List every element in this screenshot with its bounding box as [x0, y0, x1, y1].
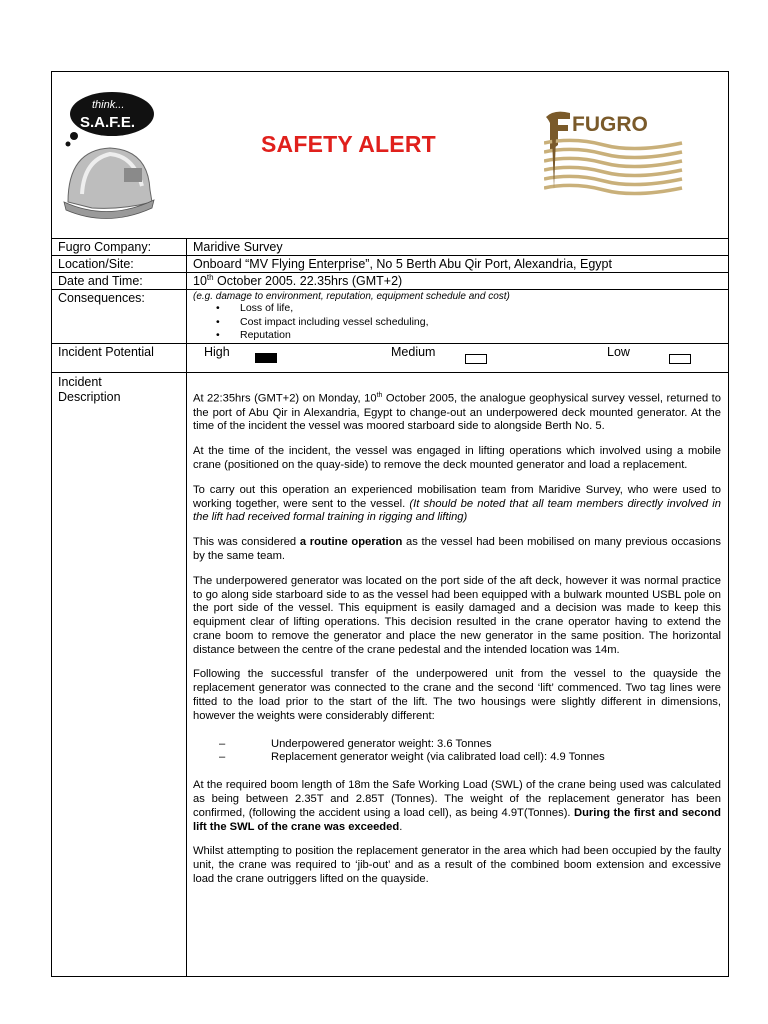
date-rest: October 2005. 22.35hrs (GMT+2) — [213, 274, 403, 289]
row-divider — [52, 289, 728, 290]
potential-medium-label: Medium — [391, 345, 436, 359]
potential-low-checkbox[interactable] — [669, 354, 691, 364]
potential-high-checkbox[interactable] — [255, 353, 277, 363]
location-label: Location/Site: — [58, 257, 134, 271]
paragraph-text: October 2005, the analogue geophysical survey vessel, returned to the port of Abu Qir in Alexandria, Egypt to change-out an underpowered deck mounted generator. At the time of the incident the vessel was moored starboard side to alongside Berth No. 5. — [193, 392, 721, 433]
think-safe-helmet-logo — [62, 90, 158, 230]
date-day: 10 — [193, 274, 207, 289]
fugro-logo — [544, 107, 684, 199]
date-suffix: th — [206, 273, 214, 282]
row-divider — [52, 238, 728, 239]
paragraph-text: This was considered — [193, 536, 300, 549]
date-value — [193, 273, 402, 288]
company-label: Fugro Company: — [58, 240, 152, 254]
emphasis-text: a routine operation — [299, 536, 403, 549]
row-divider — [52, 343, 728, 344]
consequences-note: (e.g. damage to environment, reputation, equipment schedule and cost) — [193, 291, 510, 302]
description-paragraph — [193, 484, 721, 525]
list-item: • Loss of life, — [208, 302, 429, 316]
paragraph-text: . — [399, 820, 403, 833]
row-divider — [52, 255, 728, 256]
description-paragraph: Following the successful transfer of the underpowered unit from the vessel to the quayside the replacement generator was connected to the crane and the second ‘lift’ commenced. Two tag lines were fitted to the load prior to the start of the lift. The two housings were slightly different in dimensions, however the weights were considerably different: — [193, 668, 721, 722]
paragraph-text: At the required boom length of 18m the Safe Working Load (SWL) of the crane being used was calculated as being between 2.35T and 2.85T (Tonnes). The weight of the replacement generator has been confirmed, (following the accident using a load cell), as being 4.9T(Tonnes). — [193, 779, 721, 819]
ordinal-suffix: th — [376, 392, 383, 399]
logo-think-text: think... — [92, 99, 125, 111]
description-paragraph — [193, 536, 721, 564]
paragraph-text: To carry out this operation an experienced mobilisation team from Maridive Survey, who were used to working together, were sent to the vessel. — [193, 483, 721, 510]
page-title: SAFETY ALERT — [261, 131, 436, 157]
consequences-label: Consequences: — [58, 291, 145, 305]
logo-safe-text: S.A.F.E. — [80, 114, 136, 131]
training-note: (It should be noted that all team members directly involved in the lift had received formal training in rigging and lifting) — [193, 497, 721, 524]
description-label-line2: Description — [58, 390, 121, 404]
potential-label: Incident Potential — [58, 345, 154, 359]
incident-description — [193, 389, 721, 898]
description-paragraph — [193, 779, 721, 834]
potential-medium-checkbox[interactable] — [465, 354, 487, 364]
list-item: – Replacement generator weight (via calibrated load cell): 4.9 Tonnes — [193, 751, 721, 765]
consequences-list — [208, 302, 429, 343]
description-label-line1: Incident — [58, 375, 102, 389]
date-label: Date and Time: — [58, 274, 143, 288]
description-label — [58, 375, 121, 405]
column-divider — [186, 238, 187, 976]
emphasis-text: During the first and second lift the SWL of the crane was exceeded — [193, 806, 721, 833]
description-paragraph: At the time of the incident, the vessel was engaged in lifting operations which involved using a mobile crane (positioned on the quay-side) to remove the deck mounted generator and load a replacement. — [193, 445, 721, 471]
potential-high-label: High — [204, 345, 230, 359]
description-paragraph: Whilst attempting to position the replacement generator in the area which had been occupied by the faulty unit, the crane was required to ‘jib-out’ and as a result of the combined boom extension and excessive load the crane outriggers lifted on the quayside. — [193, 845, 721, 886]
list-item: – Underpowered generator weight: 3.6 Tonnes — [193, 738, 721, 752]
company-value: Maridive Survey — [193, 240, 283, 254]
row-divider — [52, 372, 728, 373]
list-item: • Reputation — [208, 329, 429, 343]
description-paragraph — [193, 389, 721, 434]
location-value: Onboard “MV Flying Enterprise”, No 5 Berth Abu Qir Port, Alexandria, Egypt — [193, 257, 612, 271]
paragraph-text: At 22:35hrs (GMT+2) on Monday, 10 — [193, 392, 377, 405]
potential-low-label: Low — [607, 345, 630, 359]
weights-list — [193, 738, 721, 766]
fugro-brand-text: FUGRO — [572, 113, 648, 136]
safety-alert-form — [51, 71, 729, 977]
description-paragraph: The underpowered generator was located on the port side of the aft deck, however it was normal practice to go along side starboard side to as the vessel had been equipped with a bulwark mounted USBL pole on the port side of the vessel. This equipment is easily damaged and a decision was made to keep this equipment clear of lifting operations. This decision resulted in the crane operator having to extend the crane boom to remove the generator and place the new generator in the same position. The horizontal distance between the centre of the crane pedestal and the intended location was 14m. — [193, 574, 721, 656]
paragraph-text: as the vessel had been mobilised on many previous occasions by the same team. — [193, 536, 721, 562]
list-item: • Cost impact including vessel scheduling, — [208, 316, 429, 330]
